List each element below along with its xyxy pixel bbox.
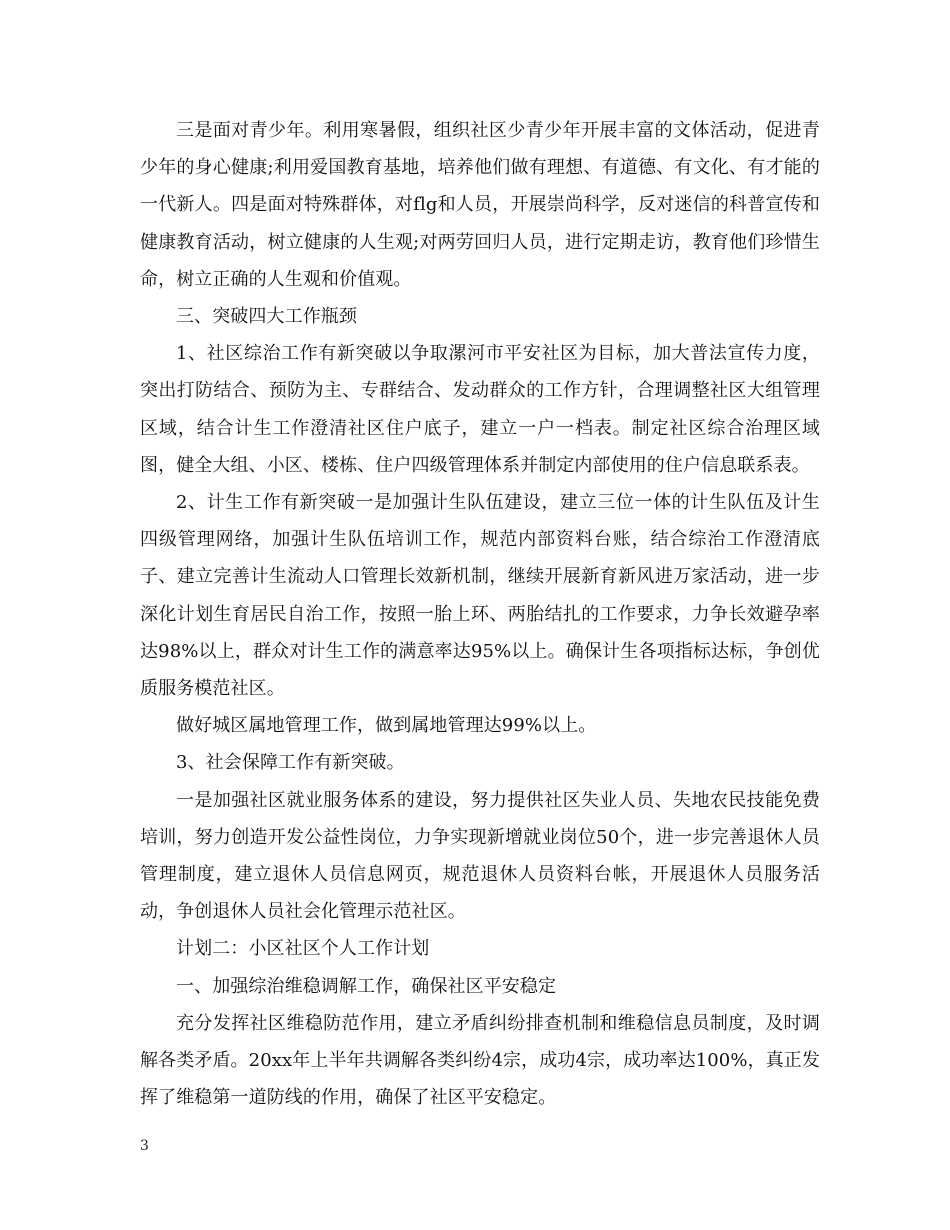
document-body: [140, 112, 820, 1116]
page-number: 3: [140, 1138, 149, 1154]
paragraph-family-planning: 2、计生工作有新突破一是加强计生队伍建设，建立三位一体的计生队伍及计生四级管理网络，加强计生队伍培训工作，规范内部资料台账，结合综治工作澄清底子、建立完善计生流动人口管理长效新机制，继续开展新育新风进万家活动，进一步深化计划生育居民自治工作，按照一胎上环、两胎结扎的工作要求，力争长效避孕率达98%以上，群众对计生工作的满意率达95%以上。确保计生各项指标达标，争创优质服务模范社区。: [140, 492, 820, 700]
paragraph-employment-services: 一是加强社区就业服务体系的建设，努力提供社区失业人员、失地农民技能免费培训，努力创造开发公益性岗位，力争实现新增就业岗位50个，进一步完善退休人员管理制度，建立退休人员信息网页，规范退休人员资料台帐，开展退休人员服务活动，争创退休人员社会化管理示范社区。: [140, 789, 820, 923]
heading-plan-two: 计划二：小区社区个人工作计划: [176, 938, 430, 960]
paragraph-youth-and-special-groups: 三是面对青少年。利用寒暑假，组织社区少青少年开展丰富的文体活动，促进青少年的身心健康;利用爱国教育基地，培养他们做有理想、有道德、有文化、有才能的一代新人。四是面对特殊群体，对flg和人员，开展崇尚科学，反对迷信的科普宣传和健康教育活动，树立健康的人生观;对两劳回归人员，进行定期走访，教育他们珍惜生命，树立正确的人生观和价值观。: [140, 120, 820, 290]
paragraph-mediation-results: 充分发挥社区维稳防范作用，建立矛盾纠纷排查机制和维稳信息员制度，及时调解各类矛盾。20xx年上半年共调解各类纠纷4宗，成功4宗，成功率达100%，真正发挥了维稳第一道防线的作用，确保了社区平安稳定。: [140, 1012, 820, 1109]
heading-social-security: 3、社会保障工作有新突破。: [176, 752, 405, 774]
section-heading-four-bottlenecks: 三、突破四大工作瓶颈: [176, 306, 357, 328]
heading-stability-mediation: 一、加强综治维稳调解工作，确保社区平安稳定: [176, 975, 557, 997]
paragraph-territorial-management: 做好城区属地管理工作，做到属地管理达99%以上。: [176, 715, 597, 737]
paragraph-comprehensive-governance: 1、社区综治工作有新突破以争取漯河市平安社区为目标，加大普法宣传力度，突出打防结合、预防为主、专群结合、发动群众的工作方针，合理调整社区大组管理区域，结合计生工作澄清社区住户底子，建立一户一档表。制定社区综合治理区域图，健全大组、小区、楼栋、住户四级管理体系并制定内部使用的住户信息联系表。: [140, 343, 820, 476]
